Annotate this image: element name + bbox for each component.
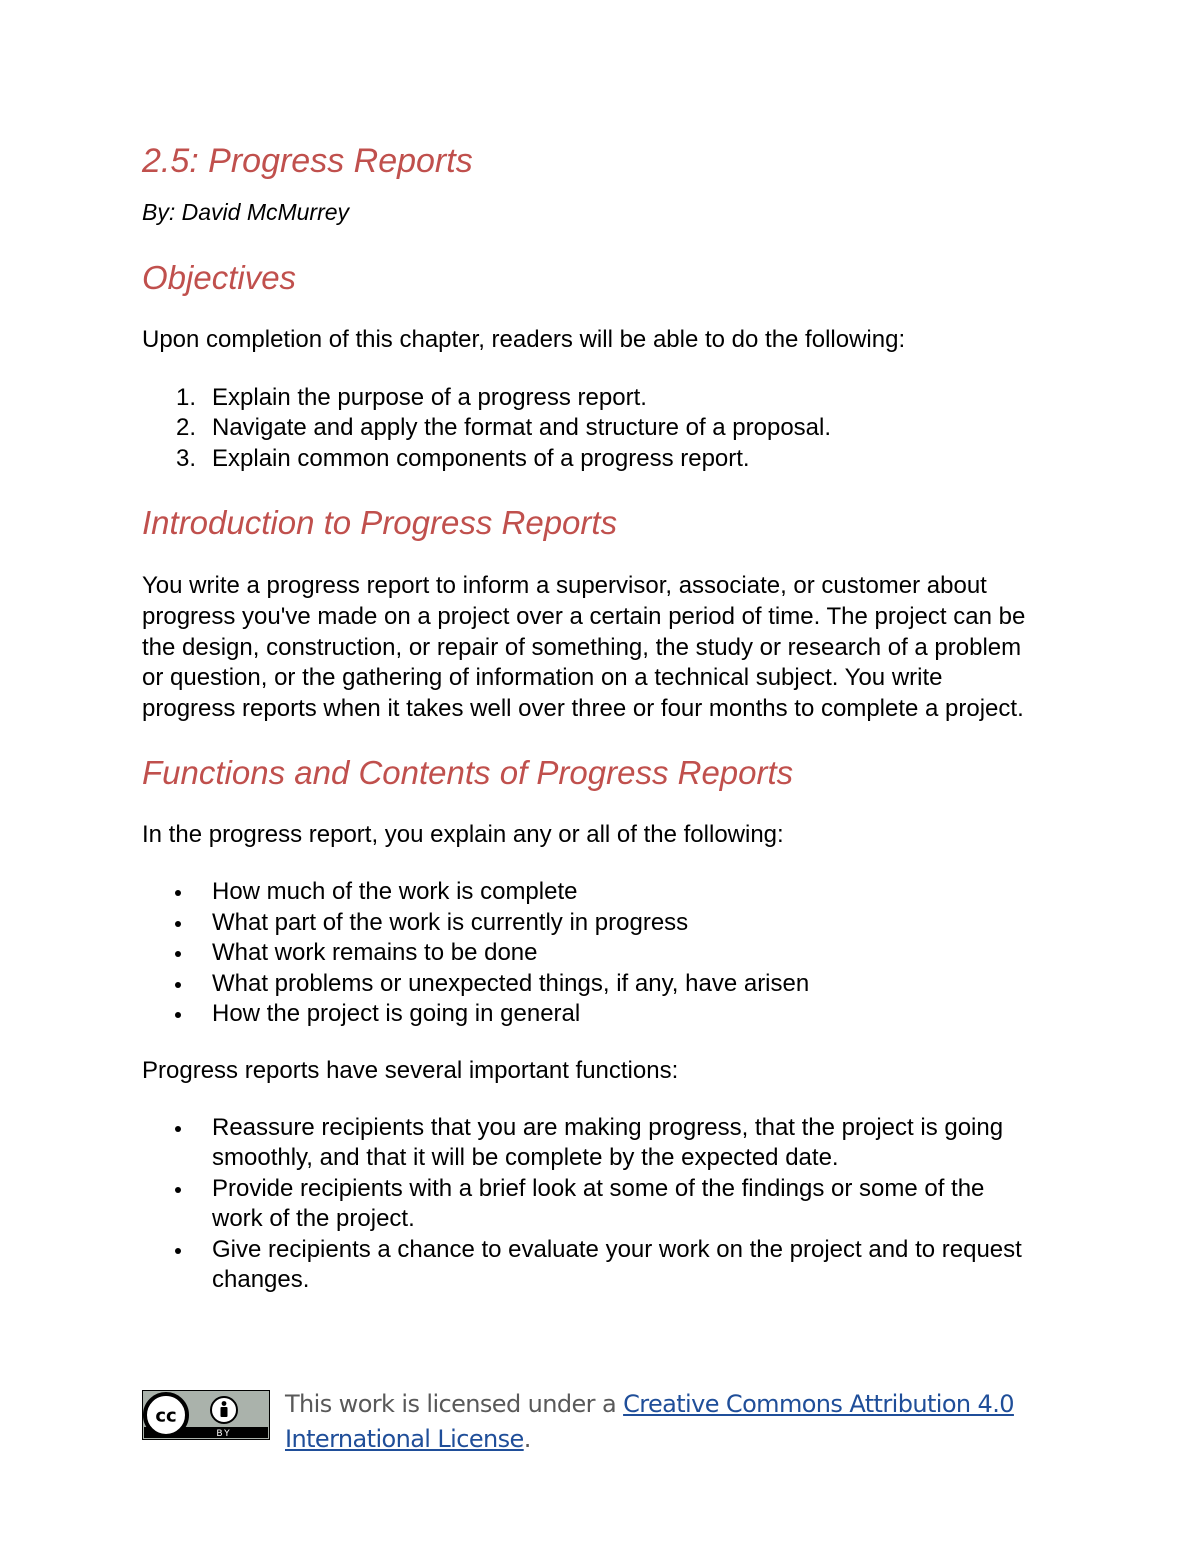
bullet-icon: [175, 1126, 181, 1132]
objectives-intro: Upon completion of this chapter, readers will be able to do the following:: [142, 326, 906, 353]
cc-by-license-icon[interactable]: [142, 1390, 270, 1440]
document-page: [142, 136, 1042, 1296]
bullet-icon: [175, 951, 181, 957]
list-item: [142, 383, 1042, 414]
functions-list: [142, 1113, 1032, 1297]
bullet-icon: [175, 890, 181, 896]
list-item: [142, 444, 1042, 475]
list-item-text: What work remains to be done: [212, 939, 538, 967]
license-block: [142, 1387, 1062, 1457]
cc-badge-text: cc: [155, 1405, 177, 1427]
functions-heading: Functions and Contents of Progress Reports: [142, 754, 794, 792]
list-item-text: Reassure recipients that you are making progress, that the project is going smoothly, and that it will be complete by the expected date.: [212, 1113, 1004, 1172]
list-item-text: Provide recipients with a brief look at some of the findings or some of the work of the project.: [212, 1174, 985, 1233]
list-item: [142, 908, 1042, 939]
license-prefix: This work is licensed under a: [285, 1390, 624, 1418]
list-item: [142, 1235, 1032, 1296]
list-number: 1.: [176, 383, 197, 411]
list-item: [142, 413, 1042, 444]
list-item-text: How the project is going in general: [212, 1000, 581, 1028]
functions-list-intro: Progress reports have several important functions:: [142, 1056, 679, 1084]
introduction-body: You write a progress report to inform a supervisor, associate, or customer about progress you've made on a project over a certain period of time. The project can be the design, construction, or repair of something, the study or research of a problem or question, or the gathering of information on a technical subject. You write progress reports when it takes well over three or four months to complete a project.: [142, 572, 1026, 722]
introduction-heading: Introduction to Progress Reports: [142, 504, 618, 542]
bullet-icon: [175, 921, 181, 927]
license-link[interactable]: Creative Commons Attribution 4.0 International License: [285, 1390, 1014, 1453]
list-item-text: How much of the work is complete: [212, 877, 578, 905]
license-text: [285, 1387, 1055, 1457]
list-item: [142, 1174, 1032, 1235]
by-badge-text: BY: [216, 1429, 232, 1439]
list-item-text: Explain the purpose of a progress report.: [212, 383, 647, 411]
list-item-text: Give recipients a chance to evaluate your work on the project and to request changes.: [212, 1235, 1022, 1294]
list-number: 3.: [176, 444, 197, 472]
document-title: 2.5: Progress Reports: [142, 142, 473, 180]
objectives-heading: Objectives: [142, 259, 297, 296]
list-item: [142, 1113, 1032, 1174]
list-item: [142, 969, 1042, 1000]
explain-list: [142, 877, 1042, 1030]
bullet-icon: [175, 982, 181, 988]
list-item-text: Explain common components of a progress report.: [212, 444, 750, 472]
bullet-icon: [175, 1187, 181, 1193]
license-suffix: .: [523, 1425, 531, 1453]
list-item-text: What part of the work is currently in progress: [212, 908, 689, 936]
list-number: 2.: [176, 414, 197, 442]
list-item-text: What problems or unexpected things, if any, have arisen: [212, 969, 810, 997]
bullet-icon: [175, 1012, 181, 1018]
list-item-text: Navigate and apply the format and structure of a proposal.: [212, 414, 832, 442]
list-item: [142, 999, 1042, 1030]
author-byline: By: David McMurrey: [142, 199, 350, 225]
functions-intro: In the progress report, you explain any or all of the following:: [142, 821, 784, 849]
list-item: [142, 938, 1042, 969]
bullet-icon: [175, 1248, 181, 1254]
objectives-list: [142, 383, 1042, 475]
list-item: [142, 877, 1042, 908]
